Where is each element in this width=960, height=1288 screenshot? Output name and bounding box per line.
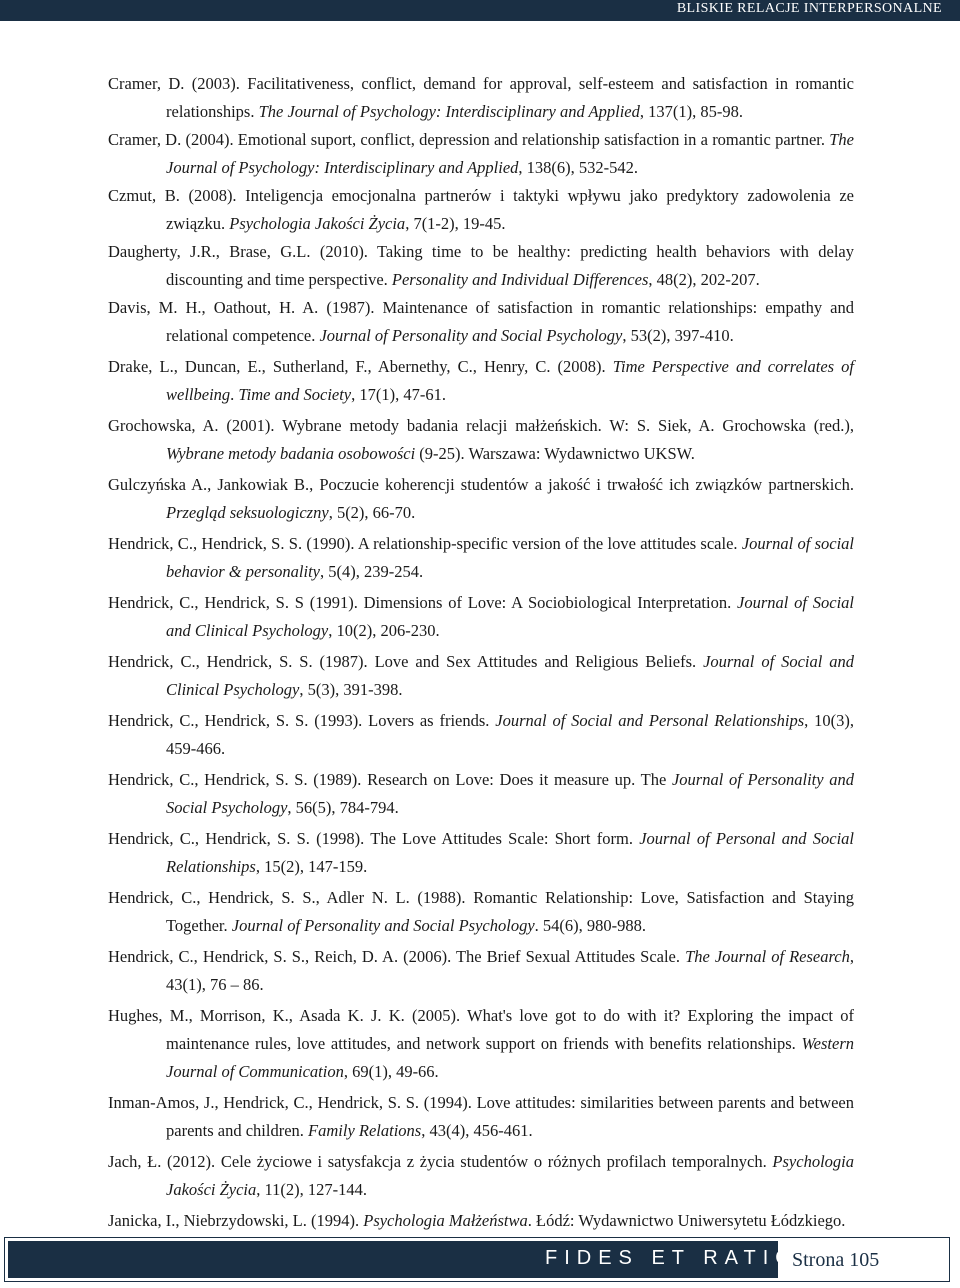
- reference-text: Hendrick, C., Hendrick, S. S. (1989). Research on Love: Does it measure up. The: [108, 770, 672, 789]
- reference-text: , 17(1), 47-61.: [351, 385, 446, 404]
- reference-text: , 10(2), 206-230.: [328, 621, 440, 640]
- reference-text: Hendrick, C., Hendrick, S. S. (1998). The Love Attitudes Scale: Short form.: [108, 829, 640, 848]
- reference-entry: [108, 412, 854, 468]
- reference-text: Inman-Amos, J., Hendrick, C., Hendrick, S. S. (1994). Love attitudes: similarities between parents and between parents and children.: [108, 1093, 854, 1140]
- reference-text: , 11(2), 127-144.: [256, 1180, 368, 1199]
- reference-title-italic: Wybrane metody badania osobowości: [166, 444, 416, 463]
- reference-entry: [108, 294, 854, 350]
- reference-title-italic: Przegląd seksuologiczny: [166, 503, 329, 522]
- reference-entry: [108, 238, 854, 294]
- reference-title-italic: Journal of Personality and Social Psychology: [319, 326, 623, 345]
- reference-text: Drake, L., Duncan, E., Sutherland, F., Abernethy, C., Henry, C. (2008).: [108, 357, 613, 376]
- reference-entry: [108, 825, 854, 881]
- reference-title-italic: Journal of Personal and Social Relationships: [166, 829, 855, 876]
- reference-list: [108, 70, 854, 1235]
- reference-title-italic: Western Journal of Communication: [166, 1034, 854, 1081]
- reference-title-italic: Personality and Individual Differences: [391, 270, 649, 289]
- reference-text: Gulczyńska A., Jankowiak B., Poczucie koherencji studentów a jakość i trwałość ich związków partnerskich.: [108, 475, 854, 494]
- reference-title-italic: The Journal of Psychology: Interdisciplinary and Applied: [258, 102, 640, 121]
- reference-title-italic: Family Relations: [308, 1121, 422, 1140]
- reference-text: Grochowska, A. (2001). Wybrane metody badania relacji małżeńskich. W: S. Siek, A. Grochowska (red.),: [108, 416, 854, 435]
- footer-brand: FIDES ET RATIO: [545, 1247, 798, 1269]
- reference-entry: [108, 1002, 854, 1086]
- reference-text: Hendrick, C., Hendrick, S. S., Adler N. L. (1988). Romantic Relationship: Love, Satisfaction and Staying Together.: [108, 888, 854, 935]
- reference-text: Hendrick, C., Hendrick, S. S. (1987). Love and Sex Attitudes and Religious Beliefs.: [108, 652, 704, 671]
- reference-text: , 69(1), 49-66.: [343, 1062, 439, 1081]
- reference-text: .: [230, 385, 239, 404]
- reference-text: , 56(5), 784-794.: [287, 798, 399, 817]
- reference-entry: [108, 589, 854, 645]
- reference-entry: [108, 1089, 854, 1145]
- reference-title-italic: Psychologia Jakości Życia: [166, 1152, 854, 1199]
- reference-text: , 138(6), 532-542.: [518, 158, 639, 177]
- reference-title-italic: Psychologia Małżeństwa: [363, 1211, 528, 1230]
- reference-entry: [108, 126, 854, 182]
- reference-title-italic: Time Perspective and correlates of wellbeing: [166, 357, 854, 404]
- reference-title-italic: The Journal of Research: [685, 947, 850, 966]
- reference-text: Cramer, D. (2004). Emotional suport, conflict, depression and relationship satisfaction in a romantic partner.: [108, 130, 830, 149]
- reference-text: . Łódź: Wydawnictwo Uniwersytetu Łódzkiego.: [527, 1211, 846, 1230]
- reference-entry: [108, 766, 854, 822]
- reference-entry: [108, 943, 854, 999]
- reference-text: Hendrick, C., Hendrick, S. S. (1993). Lovers as friends.: [108, 711, 496, 730]
- reference-text: Hendrick, C., Hendrick, S. S (1991). Dimensions of Love: A Sociobiological Interpretation.: [108, 593, 738, 612]
- reference-text: Davis, M. H., Oathout, H. A. (1987). Maintenance of satisfaction in romantic relationships: empathy and relational competence.: [108, 298, 854, 345]
- reference-entry: [108, 648, 854, 704]
- reference-text: Hendrick, C., Hendrick, S. S., Reich, D. A. (2006). The Brief Sexual Attitudes Scale.: [108, 947, 686, 966]
- reference-text: Hendrick, C., Hendrick, S. S. (1990). A relationship-specific version of the love attitudes scale.: [108, 534, 742, 553]
- reference-text: , 43(1), 76 – 86.: [166, 947, 854, 994]
- reference-entry: [108, 1148, 854, 1204]
- reference-text: , 5(3), 391-398.: [299, 680, 403, 699]
- running-header-title: BLISKIE RELACJE INTERPERSONALNE: [676, 1, 942, 16]
- reference-text: . 54(6), 980-988.: [534, 916, 647, 935]
- reference-text: Cramer, D. (2003). Facilitativeness, conflict, demand for approval, self-esteem and satisfaction in romantic relationships.: [108, 74, 854, 121]
- reference-title-italic: Psychologia Jakości Życia: [229, 214, 406, 233]
- reference-entry: [108, 182, 854, 238]
- reference-title-italic: Journal of Social and Personal Relationships: [495, 711, 805, 730]
- reference-entry: [108, 471, 854, 527]
- reference-text: , 15(2), 147-159.: [255, 857, 368, 876]
- reference-title-italic: The Journal of Psychology: Interdisciplinary and Applied: [166, 130, 854, 177]
- page-number: Strona 105: [792, 1249, 880, 1271]
- reference-text: , 137(1), 85-98.: [639, 102, 743, 121]
- reference-text: , 53(2), 397-410.: [622, 326, 734, 345]
- reference-text: Hughes, M., Morrison, K., Asada K. J. K. (2005). What's love got to do with it? Exploring the impact of maintenance rules, love attitudes, and network support on friends with benefits relationships.: [108, 1006, 854, 1053]
- reference-text: , 5(2), 66-70.: [328, 503, 416, 522]
- reference-entry: [108, 70, 854, 126]
- reference-title-italic: Journal of Personality and Social Psychology: [166, 770, 855, 817]
- reference-text: , 43(4), 456-461.: [421, 1121, 533, 1140]
- reference-entry: [108, 530, 854, 586]
- reference-text: Czmut, B. (2008). Inteligencja emocjonalna partnerów i taktyki wpływu jako predyktory zadowolenia ze związku.: [108, 186, 854, 233]
- reference-text: , 7(1-2), 19-45.: [405, 214, 506, 233]
- reference-text: Jach, Ł. (2012). Cele życiowe i satysfakcja z życia studentów o różnych profilach temporalnych.: [108, 1152, 773, 1171]
- reference-text: Janicka, I., Niebrzydowski, L. (1994).: [108, 1211, 364, 1230]
- reference-text: Daugherty, J.R., Brase, G.L. (2010). Taking time to be healthy: predicting health behaviors with delay discounting and time perspective.: [108, 242, 854, 289]
- reference-title-italic: Journal of Social and Clinical Psychology: [166, 593, 855, 640]
- reference-text: (9-25). Warszawa: Wydawnictwo UKSW.: [415, 444, 695, 463]
- reference-title-italic: Journal of Social and Clinical Psychology: [166, 652, 854, 699]
- reference-title-italic: Journal of Personality and Social Psychology: [231, 916, 535, 935]
- reference-text: , 5(4), 239-254.: [319, 562, 424, 581]
- reference-title-italic: Journal of social behavior & personality: [166, 534, 854, 581]
- reference-text: , 48(2), 202-207.: [648, 270, 760, 289]
- reference-entry: [108, 884, 854, 940]
- reference-entry: [108, 353, 854, 409]
- reference-title-italic: Time and Society: [238, 385, 352, 404]
- reference-text: , 10(3), 459-466.: [166, 711, 854, 758]
- reference-entry: [108, 707, 854, 763]
- reference-entry: [108, 1207, 854, 1235]
